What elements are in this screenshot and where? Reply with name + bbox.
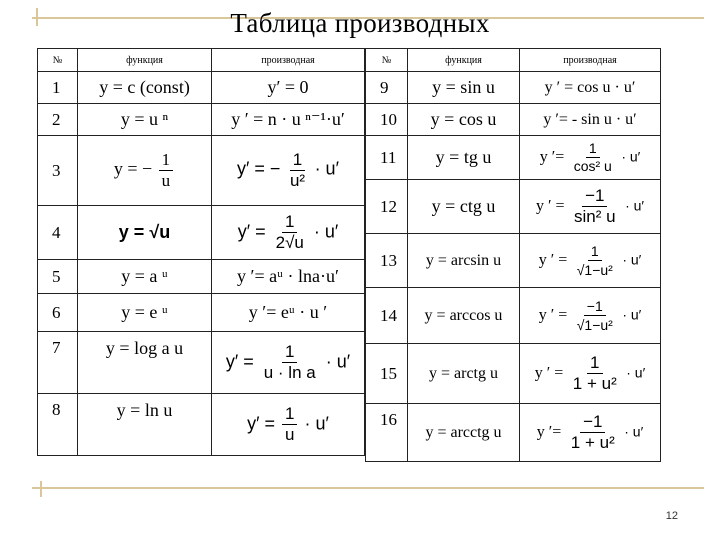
table-header-row [366,49,661,72]
derivative-suffix: · u′ [621,148,641,165]
row-number: 2 [38,104,78,136]
derivative-cell: y ′= eᵘ · u ′ [212,294,365,332]
table-row [366,344,661,404]
derivative-cell [212,206,365,260]
table-row [366,288,661,344]
fraction-numerator: 1 [282,342,297,363]
fraction-denominator: sin² u [573,207,616,226]
function-cell: y = cos u [408,104,520,136]
table-header-row [38,49,365,72]
derivative-prefix: y ′ = [535,197,565,215]
fraction [273,212,307,253]
derivatives-table-left [37,48,365,456]
row-number: 9 [366,72,408,104]
derivative-cell [520,180,661,234]
row-number: 14 [366,288,408,344]
derivative-cell [212,136,365,206]
derivative-suffix: · u′ [325,351,351,372]
derivative-cell: y ′ = cos u · u′ [520,72,661,104]
fraction [570,353,620,394]
derivative-prefix: y ′ = [538,306,568,324]
function-cell: y = arcctg u [408,404,520,462]
table-row [38,104,365,136]
row-number: 10 [366,104,408,136]
fraction-denominator: √1−u² [576,262,613,278]
fraction [261,342,319,383]
fraction [287,150,308,191]
table-row [38,260,365,294]
function-cell: y = log a u [78,332,212,394]
table-row [366,234,661,288]
derivative-prefix: y ′ = [538,251,568,269]
derivative-cell: y ′= aᵘ · lna·u′ [212,260,365,294]
page-title: Таблица производных [230,8,490,38]
fraction [568,412,618,453]
header-num: № [366,49,408,72]
derivative-suffix: · u′ [314,158,339,179]
function-cell: y = arcsin u [408,234,520,288]
row-number: 4 [38,206,78,260]
slide-frame-bottom [32,487,704,489]
fraction-denominator: u [285,425,295,444]
derivative-cell [520,344,661,404]
fraction-denominator: √1−u² [576,317,613,333]
table-row [38,394,365,456]
derivative-prefix: y ′ = [534,364,564,382]
derivative-suffix: · u′ [622,306,642,323]
fraction-denominator: u [161,171,171,190]
function-cell: y = ctg u [408,180,520,234]
derivative-prefix: y ′= [536,423,562,441]
fraction-numerator: −1 [584,297,606,316]
table-row [38,72,365,104]
derivative-cell [520,136,661,180]
function-cell: y = a ᵘ [78,260,212,294]
row-number: 7 [38,332,78,394]
function-cell: y = tg u [408,136,520,180]
function-cell: y = ln u [78,394,212,456]
function-cell: y = arccos u [408,288,520,344]
function-cell: y = u ⁿ [78,104,212,136]
fraction-numerator: 1 [290,150,305,171]
derivative-suffix: · u′ [313,221,339,242]
derivative-cell: y ′ = n · u ⁿ⁻¹·u′ [212,104,365,136]
function-cell: y = arctg u [408,344,520,404]
table-row [366,180,661,234]
fraction [282,404,297,445]
header-deriv: производная [520,49,661,72]
derivative-cell: y′ = 0 [212,72,365,104]
header-deriv: производная [212,49,365,72]
header-func: функция [78,49,212,72]
fraction-numerator: 1 [282,212,297,233]
derivative-suffix: · u′ [624,423,644,440]
function-cell: y = √u [78,206,212,260]
fraction-denominator: 2√u [275,233,304,252]
fraction-denominator: cos² u [573,158,612,174]
derivative-prefix: y ′= [539,148,565,166]
header-num: № [38,49,78,72]
derivative-prefix: y′ = [237,221,266,242]
derivative-suffix: · u′ [622,251,642,268]
fraction-numerator: 1 [587,353,602,374]
row-number: 16 [366,404,408,462]
fraction [159,150,174,191]
fraction-numerator: 1 [586,140,600,158]
row-number: 15 [366,344,408,404]
header-func: функция [408,49,520,72]
function-cell: y = c (const) [78,72,212,104]
function-cell: y = e ᵘ [78,294,212,332]
table-row [366,72,661,104]
page-number: 12 [665,510,678,522]
derivative-cell [212,332,365,394]
fraction-denominator: 1 + u² [572,374,617,393]
function-cell: y = sin u [408,72,520,104]
derivative-cell [212,394,365,456]
table-row [38,332,365,394]
row-number: 5 [38,260,78,294]
fraction [571,140,615,175]
derivative-cell: y ′= - sin u · u′ [520,104,661,136]
table-row [38,294,365,332]
row-number: 12 [366,180,408,234]
function-prefix: y = − [113,158,153,179]
row-number: 3 [38,136,78,206]
derivative-prefix: y′ = − [237,158,281,179]
fraction-numerator: 1 [159,150,174,171]
derivatives-table-right [365,48,661,462]
fraction-numerator: −1 [582,186,607,207]
row-number: 13 [366,234,408,288]
fraction-denominator: u² [289,171,306,190]
row-number: 11 [366,136,408,180]
row-number: 8 [38,394,78,456]
table-row [38,206,365,260]
derivative-suffix: · u′ [626,364,646,381]
fraction-numerator: −1 [580,412,605,433]
slide-frame-bottom-left [40,481,42,497]
fraction [574,297,616,334]
fraction-numerator: 1 [588,242,602,261]
function-cell [78,136,212,206]
derivative-cell [520,288,661,344]
fraction-denominator: 1 + u² [570,433,615,452]
table-row [366,104,661,136]
table-row [38,136,365,206]
table-row [366,136,661,180]
derivative-suffix: · u′ [304,413,329,434]
fraction-denominator: u · ln a [263,363,316,382]
row-number: 6 [38,294,78,332]
derivative-suffix: · u′ [625,197,645,214]
derivative-prefix: y′ = [247,413,275,434]
fraction [571,186,619,227]
derivative-cell [520,234,661,288]
derivative-prefix: y′ = [225,351,254,372]
row-number: 1 [38,72,78,104]
fraction [574,242,616,279]
fraction-numerator: 1 [282,404,297,425]
derivative-cell [520,404,661,462]
table-row [366,404,661,462]
